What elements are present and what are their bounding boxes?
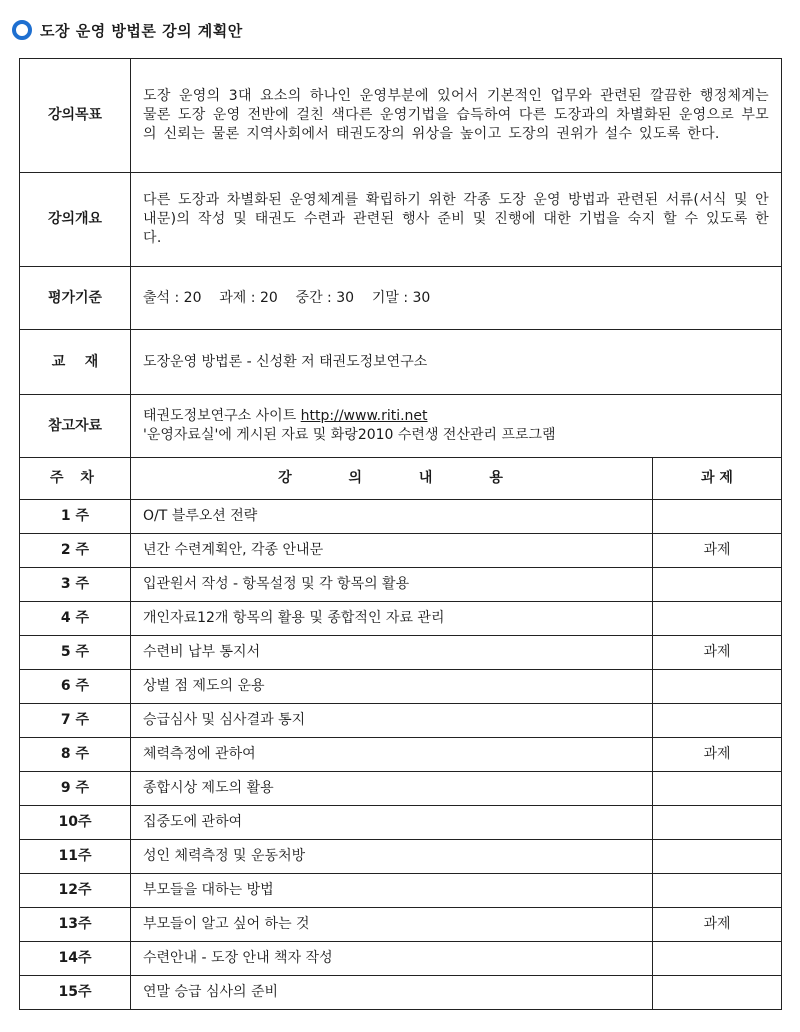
references-line-2: '운영자료실'에 게시된 자료 및 화랑2010 수련생 전산관리 프로그램 [143, 427, 556, 443]
page-title: 도장 운영 방법론 강의 계획안 [40, 21, 243, 40]
lecture-plan-table [19, 58, 782, 1010]
assignment-cell [653, 602, 782, 636]
lecture-content-cell: 부모들을 대하는 방법 [131, 874, 653, 908]
schedule-row [20, 500, 782, 534]
schedule-header-row [20, 458, 782, 500]
assignment-cell: 과제 [653, 908, 782, 942]
assignment-cell [653, 772, 782, 806]
week-cell: 13주 [20, 908, 131, 942]
lecture-content-cell: 상벌 점 제도의 운용 [131, 670, 653, 704]
circle-bullet-icon [12, 20, 32, 40]
schedule-row [20, 568, 782, 602]
week-cell: 9 주 [20, 772, 131, 806]
week-cell: 3 주 [20, 568, 131, 602]
assignment-cell: 과제 [653, 534, 782, 568]
schedule-row [20, 636, 782, 670]
references-row [20, 395, 782, 458]
overview-label: 강의개요 [20, 173, 131, 267]
lecture-content-cell: 연말 승급 심사의 준비 [131, 976, 653, 1010]
schedule-row [20, 908, 782, 942]
assignment-cell: 과제 [653, 738, 782, 772]
overview-row [20, 173, 782, 267]
textbook-row [20, 330, 782, 395]
assignment-cell [653, 976, 782, 1010]
lecture-content-cell: 수련비 납부 통지서 [131, 636, 653, 670]
schedule-row [20, 602, 782, 636]
schedule-body [20, 500, 782, 1010]
week-cell: 7 주 [20, 704, 131, 738]
assignment-cell [653, 670, 782, 704]
week-cell: 15주 [20, 976, 131, 1010]
evaluation-row [20, 267, 782, 330]
week-cell: 10주 [20, 806, 131, 840]
lecture-content-cell: 년간 수련계획안, 각종 안내문 [131, 534, 653, 568]
week-cell: 11주 [20, 840, 131, 874]
week-cell: 14주 [20, 942, 131, 976]
lecture-content-cell: O/T 블루오션 전략 [131, 500, 653, 534]
references-label: 참고자료 [20, 395, 131, 458]
week-cell: 2 주 [20, 534, 131, 568]
schedule-row [20, 942, 782, 976]
evaluation-text: 출석 : 20 과제 : 20 중간 : 30 기말 : 30 [131, 267, 782, 330]
schedule-row [20, 670, 782, 704]
schedule-row [20, 976, 782, 1010]
assignment-cell [653, 568, 782, 602]
references-cell [131, 395, 782, 458]
schedule-row [20, 738, 782, 772]
week-cell: 12주 [20, 874, 131, 908]
riti-website-link[interactable]: http://www.riti.net [300, 408, 428, 424]
schedule-row [20, 840, 782, 874]
schedule-row [20, 772, 782, 806]
schedule-row [20, 806, 782, 840]
assignment-cell: 과제 [653, 636, 782, 670]
assignment-cell [653, 840, 782, 874]
assignment-cell [653, 500, 782, 534]
lecture-content-cell: 승급심사 및 심사결과 통지 [131, 704, 653, 738]
assignment-cell [653, 806, 782, 840]
schedule-row [20, 704, 782, 738]
week-cell: 4 주 [20, 602, 131, 636]
textbook-label: 교 재 [20, 330, 131, 395]
textbook-text: 도장운영 방법론 - 신성환 저 태권도정보연구소 [131, 330, 782, 395]
content-column-header: 강 의 내 용 [131, 458, 653, 500]
references-line-1-prefix: 태권도정보연구소 사이트 [143, 408, 301, 424]
schedule-row [20, 534, 782, 568]
objective-row [20, 59, 782, 173]
assignment-cell [653, 942, 782, 976]
lecture-content-cell: 부모들이 알고 싶어 하는 것 [131, 908, 653, 942]
assignment-cell [653, 704, 782, 738]
assignment-cell [653, 874, 782, 908]
section-header [12, 18, 243, 42]
schedule-row [20, 874, 782, 908]
references-line-1 [143, 407, 769, 426]
lecture-content-cell: 개인자료12개 항목의 활용 및 종합적인 자료 관리 [131, 602, 653, 636]
week-cell: 8 주 [20, 738, 131, 772]
overview-text: 다른 도장과 차별화된 운영체계를 확립하기 위한 각종 도장 운영 방법과 관련된 서류(서식 및 안내문)의 작성 및 태권도 수련과 관련된 행사 준비 및 진행에 대한 기법을 숙지 할 수 있도록 한다. [131, 173, 782, 267]
lecture-content-cell: 종합시상 제도의 활용 [131, 772, 653, 806]
objective-label: 강의목표 [20, 59, 131, 173]
week-cell: 6 주 [20, 670, 131, 704]
task-column-header: 과 제 [653, 458, 782, 500]
evaluation-label: 평가기준 [20, 267, 131, 330]
lecture-content-cell: 집중도에 관하여 [131, 806, 653, 840]
week-cell: 1 주 [20, 500, 131, 534]
week-cell: 5 주 [20, 636, 131, 670]
week-column-header: 주 차 [20, 458, 131, 500]
lecture-content-cell: 체력측정에 관하여 [131, 738, 653, 772]
lecture-content-cell: 수련안내 - 도장 안내 책자 작성 [131, 942, 653, 976]
lecture-content-cell: 성인 체력측정 및 운동처방 [131, 840, 653, 874]
lecture-content-cell: 입관원서 작성 - 항목설정 및 각 항목의 활용 [131, 568, 653, 602]
objective-text: 도장 운영의 3대 요소의 하나인 운영부분에 있어서 기본적인 업무와 관련된 깔끔한 행정체계는 물론 도장 운영 전반에 걸친 색다른 운영기법을 습득하여 다른 도장과의 차별화된 운영으로 부모의 신뢰는 물론 지역사회에서 태권도장의 위상을 높이고 도장의 권위가 설수 있도록 한다. [131, 59, 782, 173]
